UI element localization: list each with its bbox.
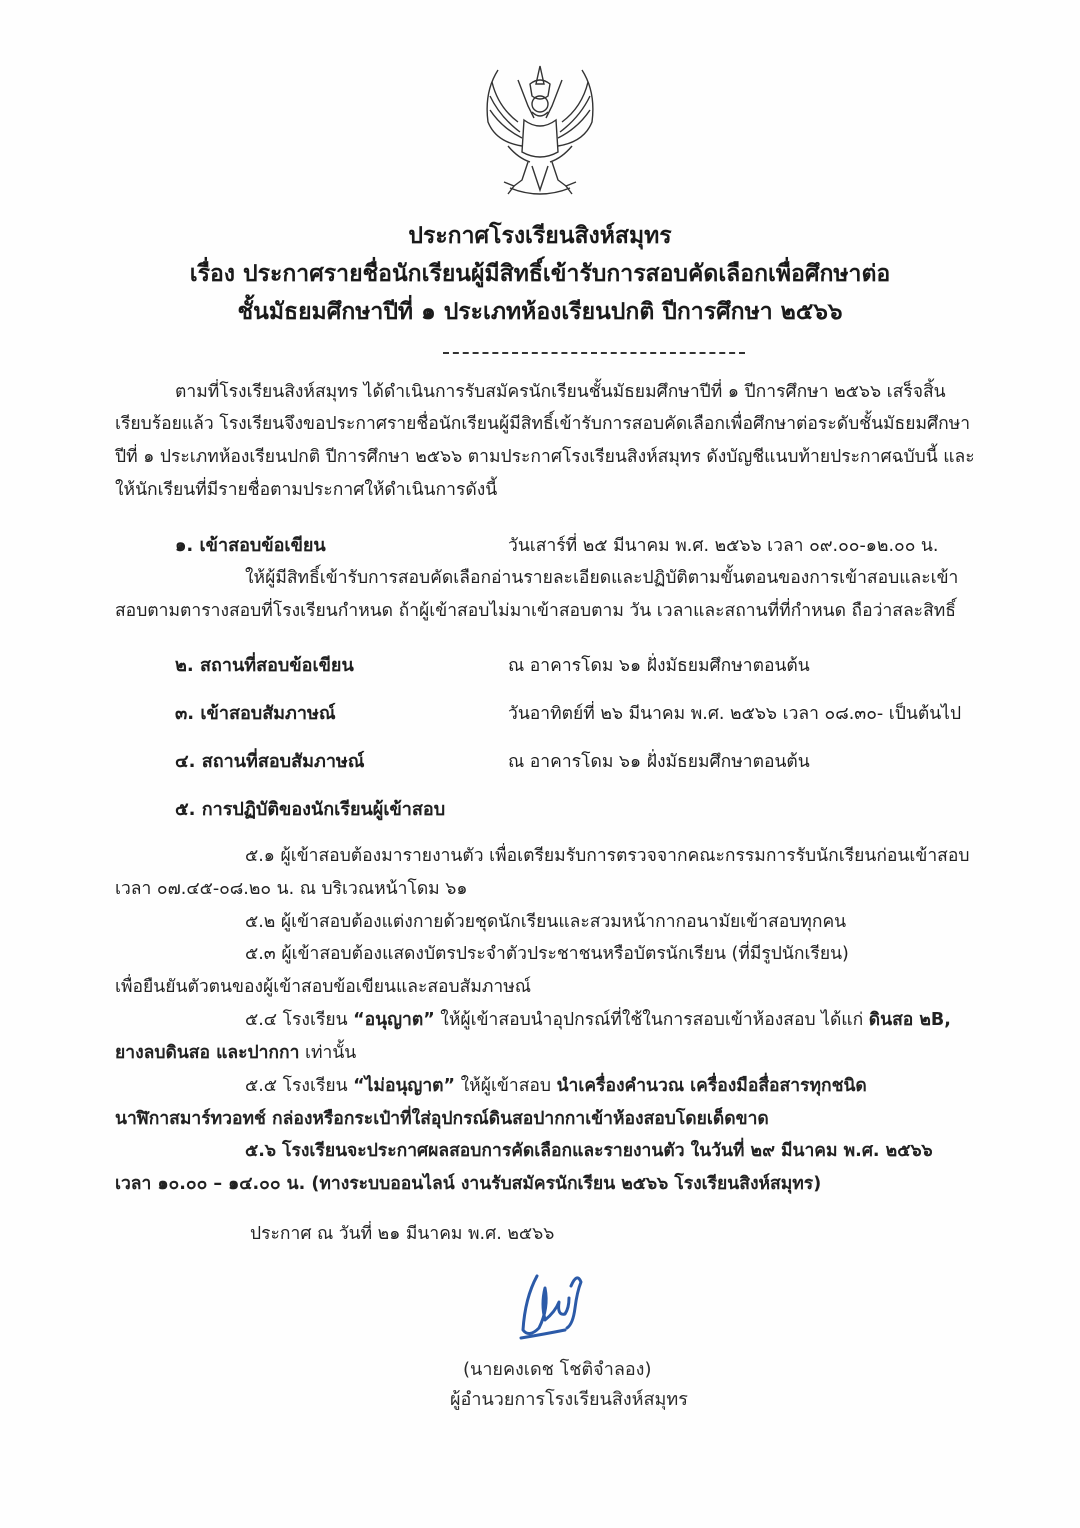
rule-5-4-only: เท่านั้น [299, 1043, 357, 1063]
rule-5-4-text-2: ให้ผู้เข้าสอบนำอุปกรณ์ที่ใช้ในการสอบเข้าห้องสอบ ได้แก่ [434, 1010, 869, 1030]
rule-5-2: ๕.๒ ผู้เข้าสอบต้องแต่งกายด้วยชุดนักเรียนและสวมหน้ากากอนามัยเข้าสอบทุกคน [245, 912, 847, 932]
signer-title: ผู้อำนวยการโรงเรียนสิงห์สมุทร [450, 1389, 688, 1410]
intro-line-4: ให้นักเรียนที่มีรายชื่อตามประกาศให้ดำเนินการดังนี้ [115, 480, 498, 500]
rule-5-5-line-1 [245, 1070, 867, 1102]
announcement-subject: เรื่อง ประกาศรายชื่อนักเรียนผู้มีสิทธิ์เข้ารับการสอบคัดเลือกเพื่อศึกษาต่อ [189, 261, 891, 287]
item-written-exam-label: ๑. เข้าสอบข้อเขียน [175, 535, 326, 556]
item-interview-value: วันอาทิตย์ที่ ๒๖ มีนาคม พ.ศ. ๒๕๖๖ เวลา ๐๘.๓๐- เป็นต้นไป [508, 704, 962, 724]
rule-5-4-pencil: ดินสอ ๒B, [868, 1010, 951, 1030]
intro-line-3: ปีที่ ๑ ประเภทห้องเรียนปกติ ปีการศึกษา ๒๕๖๖ ตามประกาศโรงเรียนสิงห์สมุทร ดังบัญชีแนบท้ายประกาศฉบับนี้ และ [115, 447, 975, 467]
item-interview-venue-label: ๔. สถานที่สอบสัมภาษณ์ [175, 751, 365, 772]
rule-5-3-line-2: เพื่อยืนยันตัวตนของผู้เข้าสอบข้อเขียนและสอบสัมภาษณ์ [115, 977, 532, 997]
item-written-exam-venue-label: ๒. สถานที่สอบข้อเขียน [175, 655, 354, 676]
rule-5-5-line-2: นาฬิกาสมาร์ทวอทช์ กล่องหรือกระเป๋าที่ใส่อุปกรณ์ดินสอปากกาเข้าห้องสอบโดยเด็ดขาด [115, 1109, 769, 1129]
item-interview-label: ๓. เข้าสอบสัมภาษณ์ [175, 703, 336, 724]
rule-5-5-text-2: ให้ผู้เข้าสอบ [455, 1076, 557, 1096]
rule-5-1-line-2: เวลา ๐๗.๔๕-๐๘.๒๐ น. ณ บริเวณหน้าโดม ๖๑ [115, 879, 468, 899]
rule-5-4-allowed: “อนุญาต” [353, 1010, 435, 1030]
rule-5-4-items: ยางลบดินสอ และปากกา [115, 1043, 300, 1063]
intro-line-2: เรียบร้อยแล้ว โรงเรียนจึงขอประกาศรายชื่อนักเรียนผู้มีสิทธิ์เข้ารับการสอบคัดเลือกเพื่อศึกษาต่อระดับชั้นมัธยมศึกษา [115, 414, 971, 434]
rule-5-5-not-allowed: “ไม่อนุญาต” [353, 1076, 456, 1096]
header-divider [443, 352, 745, 354]
rule-5-6-line-2: เวลา ๑๐.๐๐ – ๑๔.๐๐ น. (ทางระบบออนไลน์ งานรับสมัครนักเรียน ๒๕๖๖ โรงเรียนสิงห์สมุทร) [115, 1174, 822, 1194]
signer-name: (นายคงเดช โชติจำลอง) [463, 1359, 652, 1380]
signature-icon [515, 1268, 595, 1344]
item-written-exam-venue-value: ณ อาคารโดม ๖๑ ฝั่งมัธยมศึกษาตอนต้น [508, 656, 810, 676]
item1-note-line-2: สอบตามตารางสอบที่โรงเรียนกำหนด ถ้าผู้เข้าสอบไม่มาเข้าสอบตาม วัน เวลาและสถานที่ที่กำหนด ถือว่าสละสิทธิ์ [115, 601, 956, 621]
rule-5-5-devices: นำเครื่องคำนวณ เครื่องมือสื่อสารทุกชนิด [556, 1076, 867, 1096]
announcement-subject-detail: ชั้นมัธยมศึกษาปีที่ ๑ ประเภทห้องเรียนปกติ ปีการศึกษา ๒๕๖๖ [237, 299, 843, 325]
rule-5-5-text: ๕.๕ โรงเรียน [245, 1076, 354, 1096]
rule-5-6-line-1: ๕.๖ โรงเรียนจะประกาศผลสอบการคัดเลือกและรายงานตัว ในวันที่ ๒๙ มีนาคม พ.ศ. ๒๕๖๖ [245, 1141, 933, 1161]
announcement-issuer: ประกาศโรงเรียนสิงห์สมุทร [408, 223, 672, 249]
item-student-conduct-label: ๕. การปฏิบัติของนักเรียนผู้เข้าสอบ [175, 799, 446, 820]
rule-5-3-line-1: ๕.๓ ผู้เข้าสอบต้องแสดงบัตรประจำตัวประชาชนหรือบัตรนักเรียน (ที่มีรูปนักเรียน) [245, 944, 849, 964]
item-interview-venue-value: ณ อาคารโดม ๖๑ ฝั่งมัธยมศึกษาตอนต้น [508, 752, 810, 772]
rule-5-4-line-1 [245, 1004, 951, 1036]
item-written-exam-value: วันเสาร์ที่ ๒๕ มีนาคม พ.ศ. ๒๕๖๖ เวลา ๐๙.๐๐-๑๒.๐๐ น. [508, 536, 939, 556]
item1-note-line-1: ให้ผู้มีสิทธิ์เข้ารับการสอบคัดเลือกอ่านรายละเอียดและปฏิบัติตามขั้นตอนของการเข้าสอบและเข้า [245, 568, 959, 588]
rule-5-1-line-1: ๕.๑ ผู้เข้าสอบต้องมารายงานตัว เพื่อเตรียมรับการตรวจจากคณะกรรมการรับนักเรียนก่อนเข้าสอบ [245, 846, 970, 866]
intro-line-1: ตามที่โรงเรียนสิงห์สมุทร ได้ดำเนินการรับสมัครนักเรียนชั้นมัธยมศึกษาปีที่ ๑ ปีการศึกษา ๒๕๖๖ เสร็จสิ้น [175, 382, 946, 402]
announcement-date: ประกาศ ณ วันที่ ๒๑ มีนาคม พ.ศ. ๒๕๖๖ [250, 1224, 555, 1244]
rule-5-4-line-2 [115, 1037, 356, 1069]
rule-5-4-text: ๕.๔ โรงเรียน [245, 1010, 354, 1030]
garuda-emblem-icon [478, 62, 602, 202]
